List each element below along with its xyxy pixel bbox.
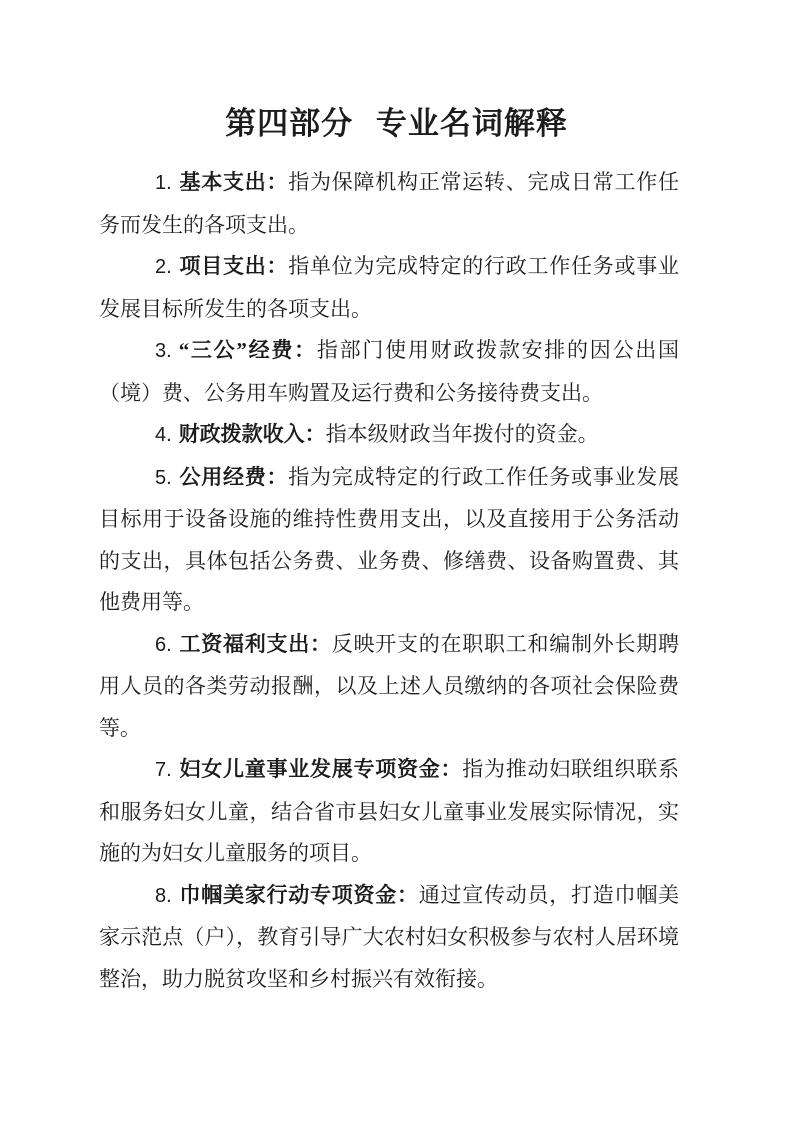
definition-paragraph	[99, 246, 679, 330]
definition-paragraph	[99, 457, 679, 624]
term-definition: 指为推动妇联组织联系和服务妇女儿童，结合省市县妇女儿童事业发展实际情况，实施的为妇女儿童服务的项目。	[99, 757, 680, 865]
term-definition: 指本级财政当年拨付的资金。	[325, 422, 599, 446]
definition-paragraph	[99, 875, 679, 1001]
definition-paragraph	[99, 330, 679, 414]
term-label: 基本支出：	[178, 170, 289, 194]
paragraph-number: 3.	[155, 340, 172, 362]
definitions-list	[99, 162, 679, 1000]
paragraph-number: 4.	[155, 424, 172, 446]
term-definition: 指部门使用财政拨款安排的因公出国（境）费、公务用车购置及运行费和公务接待费支出。	[99, 338, 680, 405]
term-label: 工资福利支出：	[178, 631, 332, 656]
term-label: 财政拨款收入：	[178, 422, 326, 446]
definition-paragraph	[99, 749, 679, 875]
paragraph-number: 6.	[155, 633, 172, 656]
term-definition: 指为保障机构正常运转、完成日常工作任务而发生的各项支出。	[99, 170, 680, 237]
paragraph-number: 2.	[155, 256, 172, 278]
page-title: 第四部分 专业名词解释	[225, 106, 568, 141]
term-definition: 通过宣传动员，打造巾帼美家示范点（户），教育引导广大农村妇女积极参与农村人居环境整治，助力脱贫攻坚和乡村振兴有效衔接。	[99, 882, 680, 991]
term-label: 项目支出：	[178, 254, 289, 278]
term-definition: 指单位为完成特定的行政工作任务或事业发展目标所发生的各项支出。	[99, 254, 680, 321]
term-definition: 反映开支的在职职工和编制外长期聘用人员的各类劳动报酬，以及上述人员缴纳的各项社会保险费等。	[99, 631, 680, 740]
definition-paragraph	[99, 414, 679, 457]
term-definition: 指为完成特定的行政工作任务或事业发展目标用于设备设施的维持性费用支出，以及直接用于公务活动的支出，具体包括公务费、业务费、修缮费、设备购置费、其他费用等。	[99, 464, 680, 614]
definition-paragraph	[99, 624, 679, 750]
term-label: 巾帼美家行动专项资金：	[178, 882, 419, 907]
paragraph-number: 8.	[155, 884, 172, 907]
term-label: 公用经费：	[178, 464, 289, 489]
paragraph-number: 1.	[155, 172, 172, 194]
paragraph-number: 5.	[155, 466, 172, 489]
term-label: 妇女儿童事业发展专项资金：	[178, 757, 463, 781]
term-label: “三公”经费：	[178, 338, 317, 362]
definition-paragraph	[99, 162, 679, 246]
paragraph-number: 7.	[155, 759, 172, 781]
